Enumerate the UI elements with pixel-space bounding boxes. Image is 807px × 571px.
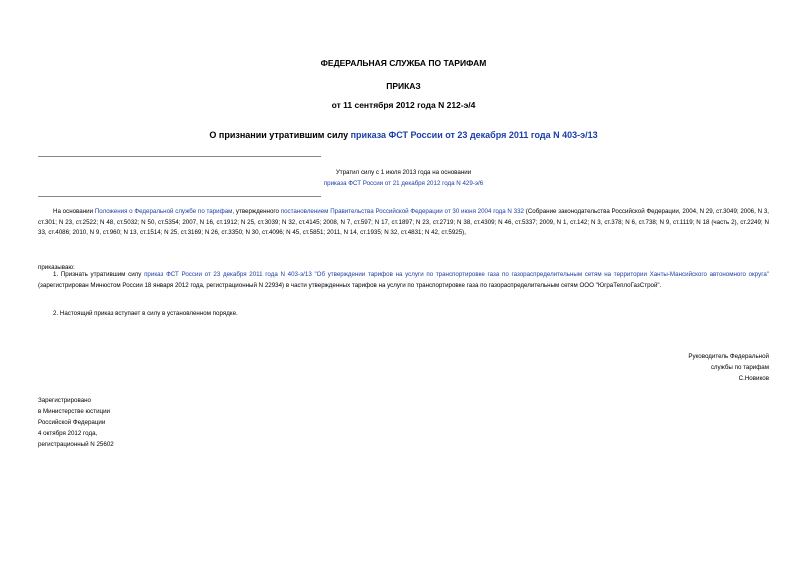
p1-text-c: (Собрание законодательства Российской Федерации, 2004, N 29, ст.3049; 2006, N 3, ст.301; N 23, ст.2522; N 48, ст.5032; N 50, ст.5354; 2007, N 16, ст.1912; N 25, ст.3039; N 32, ст.4145; 2008, N 7, ст.597; N 17, ст.1897; N 23, ст.2719; N 38, ст.4309; N 46, ст.5337; 2009, N 1, ст.142; N 3, ст.378; N 6, ст.738; N 9, ст.1119; N 18 (часть 2), ст.2249; N 33, ст.4086; 2010, N 9, ст.960; N 13, ст.1514; N 25, ст.3169; N 26, ст.3350; N 30, ст.4096; N 45, ст.5851; 2011, N 14, ст.1935; N 32, ст.4831; N 42, ст.5925),: [38, 208, 769, 237]
repeal-note: Утратил силу с 1 июля 2013 года на основании: [335, 169, 472, 176]
government-decree-link[interactable]: постановлением Правительства Российской Федерации от 30 июня 2004 года N 332: [280, 208, 524, 215]
signature-line-1: Руководитель Федеральной: [688, 353, 769, 360]
registration-line-3: Российской Федерации: [38, 419, 106, 426]
agency-title: ФЕДЕРАЛЬНАЯ СЛУЖБА ПО ТАРИФАМ: [320, 58, 487, 68]
signature-name: С.Новиков: [738, 375, 769, 382]
repeal-order-link[interactable]: приказа ФСТ России от 21 декабря 2012 года N 429-э/6: [323, 180, 484, 187]
registration-line-2: в Министерстве юстиции: [38, 408, 111, 415]
p2-text-b: (зарегистрирован Минюстом России 18 января 2012 года, регистрационный N 22934) в части утвержденных тарифов на услуги по транспортировке газа по газораспределительным сетям ООО "ЮграТеплоГазСтрой".: [38, 281, 662, 289]
p1-text-b: , утвержденного: [232, 208, 281, 215]
p1-text-a: На основании: [53, 208, 95, 215]
doc-title: [0, 130, 807, 140]
registration-line-1: Зарегистрировано: [38, 397, 91, 404]
regulation-link[interactable]: Положения о Федеральной службе по тарифам: [94, 208, 233, 215]
p2-text-a: 1. Признать утратившим силу: [53, 271, 145, 278]
registration-block: [38, 395, 114, 450]
paragraph-item-2: [38, 309, 769, 320]
p3-text: 2. Настоящий приказ вступает в силу в установленном порядке.: [53, 310, 238, 317]
doc-title-link[interactable]: приказа ФСТ России от 23 декабря 2011 года N 403-э/13: [350, 130, 598, 140]
paragraph-basis: [38, 207, 769, 239]
order-word: приказываю:: [38, 264, 75, 271]
registration-line-5: регистрационный N 25602: [38, 441, 114, 448]
repealed-order-link[interactable]: приказ ФСТ России от 23 декабря 2011 года N 403-э/13 "Об утверждении тарифов на услуги по транспортировке газа по газораспределительным сетям на территории Ханты-Мансийского автономного округа": [144, 271, 769, 278]
paragraph-item-1: [38, 270, 769, 291]
repeal-note-link-line: [38, 178, 769, 189]
doc-date-number: от 11 сентября 2012 года N 212-э/4: [331, 100, 476, 110]
doc-title-prefix: О признании утратившим силу: [209, 130, 351, 140]
signature-block: [688, 351, 769, 384]
divider-bottom: [38, 196, 321, 197]
doc-type: ПРИКАЗ: [386, 81, 421, 91]
divider-top: [38, 156, 321, 157]
signature-line-2: службы по тарифам: [710, 364, 769, 371]
registration-line-4: 4 октября 2012 года,: [38, 430, 98, 437]
